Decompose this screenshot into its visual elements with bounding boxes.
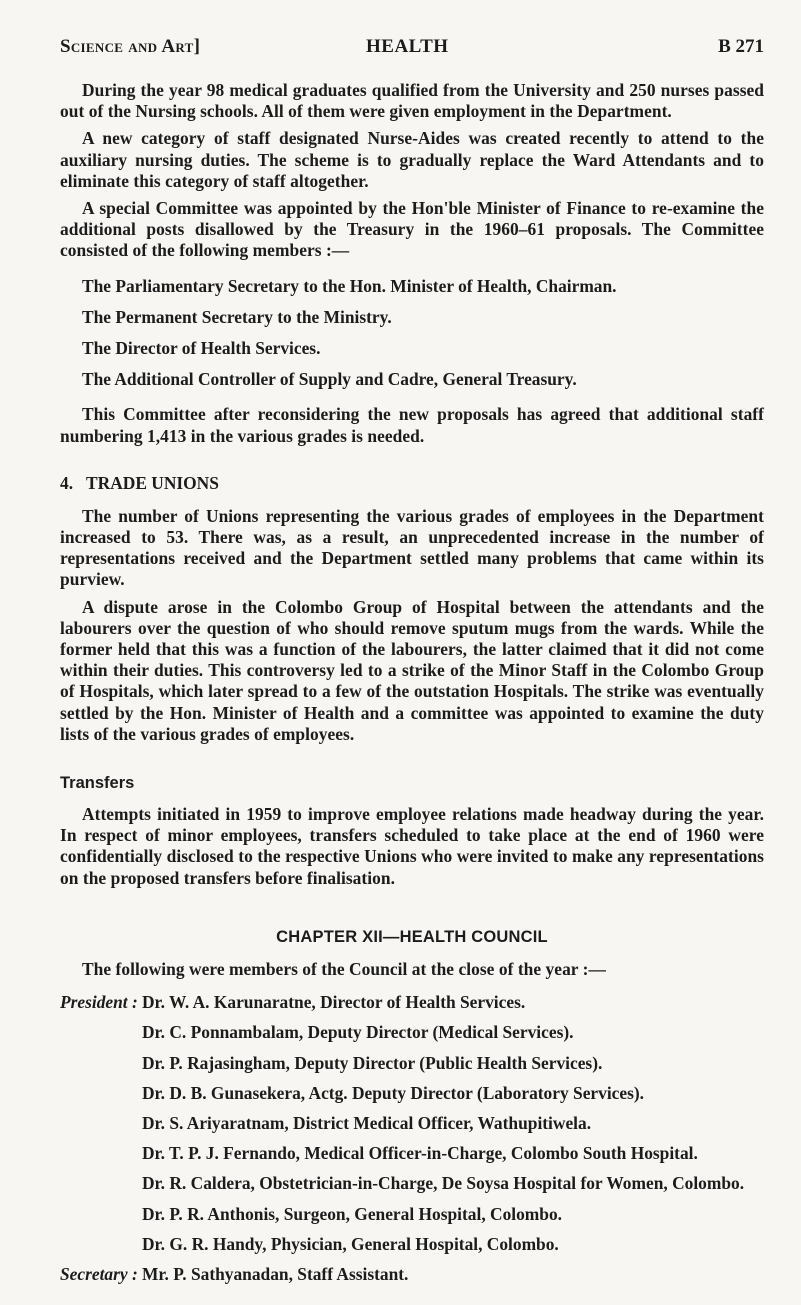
paragraph-nurse-aides: A new category of staff designated Nurse-Aides was created recently to attend to the auxiliary nursing duties. The scheme is to gradually replace the Ward Attendants and to eliminate this category of staff altogether. xyxy=(60,128,764,191)
list-item: The Parliamentary Secretary to the Hon. Minister of Health, Chairman. xyxy=(82,275,617,296)
president-label: President : xyxy=(60,992,138,1013)
page xyxy=(60,36,764,1294)
council-member: Dr. S. Ariyaratnam, District Medical Officer, Wathupitiwela. xyxy=(142,1112,592,1133)
section-heading-trade-unions xyxy=(60,473,764,494)
paragraph-dispute: A dispute arose in the Colombo Group of Hospital between the attendants and the labourers over the question of who should remove sputum mugs from the wards. While the former held that this was a function of the labourers, the latter claimed that it did not come within their duties. This controversy led to a strike of the Minor Staff in the Colombo Group of Hospitals, which later spread to a few of the outstation Hospitals. The strike was eventually settled by the Hon. Minister of Health and a committee was appointed to examine the duty lists of the various grades of employees. xyxy=(60,596,764,744)
running-header xyxy=(60,36,764,66)
council-member: Dr. P. R. Anthonis, Surgeon, General Hospital, Colombo. xyxy=(142,1203,563,1224)
council-member: Dr. W. A. Karunaratne, Director of Health Services. xyxy=(142,992,526,1013)
paragraph-unions-count: The number of Unions representing the various grades of employees in the Department increased to 53. There was, as a result, an unprecedented increase in the number of representations received and the Department settled many problems that came within its purview. xyxy=(60,505,764,590)
sub-heading-transfers: Transfers xyxy=(60,774,135,793)
paragraph-council-intro: The following were members of the Council at the close of the year :— xyxy=(82,958,606,979)
list-item: The Director of Health Services. xyxy=(82,338,321,359)
council-member: Dr. R. Caldera, Obstetrician-in-Charge, De Soysa Hospital for Women, Colombo. xyxy=(142,1173,745,1194)
list-item: The Permanent Secretary to the Ministry. xyxy=(82,306,392,327)
council-member-row xyxy=(60,1053,764,1074)
council-member-row xyxy=(60,1173,764,1194)
committee-member-list xyxy=(60,276,764,391)
council-member: Dr. T. P. J. Fernando, Medical Officer-in-Charge, Colombo South Hospital. xyxy=(142,1143,698,1164)
council-member: Dr. D. B. Gunasekera, Actg. Deputy Director (Laboratory Services). xyxy=(142,1082,644,1103)
header-section-title: Science and Art] xyxy=(60,36,201,57)
paragraph-special-committee: A special Committee was appointed by the Hon'ble Minister of Finance to re-examine the additional posts disallowed by the Treasury in the 1960–61 proposals. The Committee consisted of the following members :— xyxy=(60,198,764,261)
paragraph-medical-graduates: During the year 98 medical graduates qualified from the University and 250 nurses passed out of the Nursing schools. All of them were given employment in the Department. xyxy=(60,80,764,122)
header-page-number: B 271 xyxy=(718,36,764,57)
council-secretary: Mr. P. Sathyanadan, Staff Assistant. xyxy=(142,1263,409,1284)
paragraph-transfers: Attempts initiated in 1959 to improve employee relations made headway during the year. In respect of minor employees, transfers scheduled to take place at the end of 1960 were confidentially disclosed to the respective Unions who were invited to make any representations on the proposed transfers before finalisation. xyxy=(60,804,764,888)
secretary-label: Secretary : xyxy=(60,1263,138,1284)
council-member-list xyxy=(60,992,764,1285)
paragraph-committee-conclusion: This Committee after reconsidering the new proposals has agreed that additional staff numbering 1,413 in the various grades is needed. xyxy=(60,404,764,446)
council-member-row xyxy=(60,1204,764,1225)
council-member-row xyxy=(60,1022,764,1043)
council-member-row xyxy=(60,1143,764,1164)
header-chapter-title: HEALTH xyxy=(366,36,449,57)
council-member: Dr. C. Ponnambalam, Deputy Director (Medical Services). xyxy=(142,1022,574,1043)
council-member-row xyxy=(60,1264,764,1285)
council-member-row xyxy=(60,1083,764,1104)
council-member: Dr. G. R. Handy, Physician, General Hospital, Colombo. xyxy=(142,1233,559,1254)
section-number: 4. xyxy=(60,472,74,493)
council-member: Dr. P. Rajasingham, Deputy Director (Public Health Services). xyxy=(142,1052,603,1073)
chapter-heading: CHAPTER XII—HEALTH COUNCIL xyxy=(276,927,548,946)
council-member-row xyxy=(60,992,764,1013)
council-member-row xyxy=(60,1234,764,1255)
list-item: The Additional Controller of Supply and Cadre, General Treasury. xyxy=(82,369,577,390)
council-member-row xyxy=(60,1113,764,1134)
section-title: TRADE UNIONS xyxy=(86,472,219,493)
